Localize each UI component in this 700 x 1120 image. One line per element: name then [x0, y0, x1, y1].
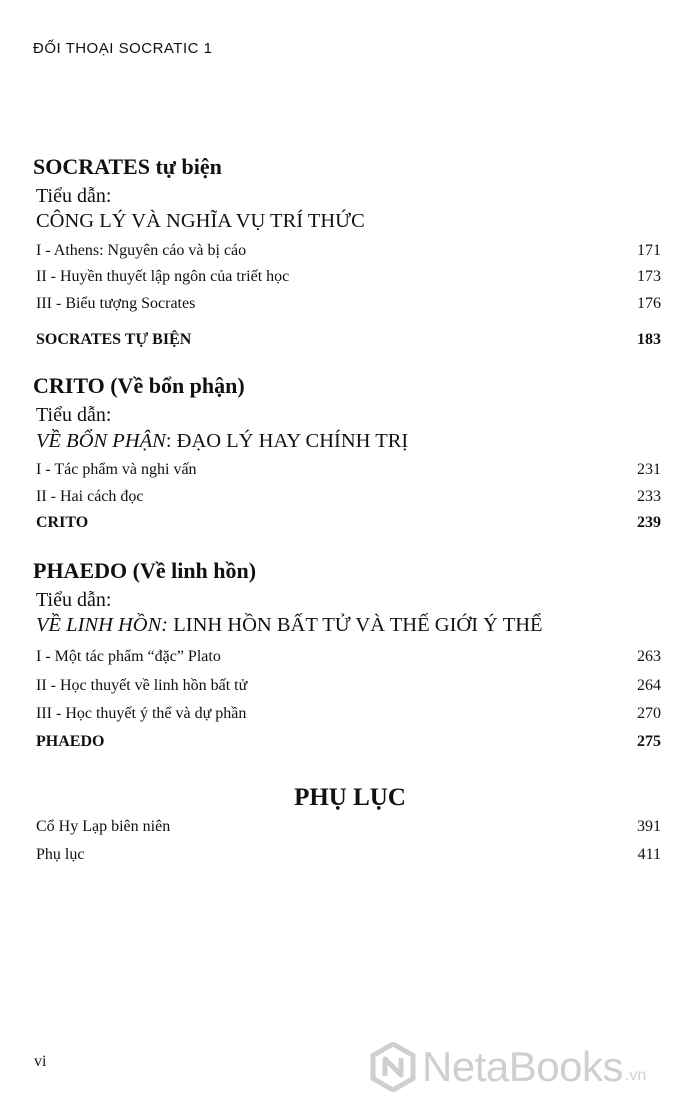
toc-entry[interactable]: [36, 488, 661, 506]
toc-main-entry[interactable]: [36, 733, 661, 751]
toc-entry-label: PHAEDO: [36, 733, 105, 750]
section-title: SOCRATES tự biện: [33, 154, 222, 179]
toc-entry-label: Phụ lục: [36, 846, 85, 863]
toc-entry[interactable]: [36, 268, 661, 286]
watermark-suffix: .vn: [624, 1067, 647, 1084]
section-title: CRITO (Về bổn phận): [33, 373, 245, 398]
toc-entry[interactable]: [36, 677, 661, 695]
toc-entry-page: 275: [637, 733, 661, 750]
toc-entry-page: 263: [637, 648, 661, 665]
toc-entry-label: III - Biểu tượng Socrates: [36, 295, 196, 312]
toc-entry-page: 233: [637, 488, 661, 505]
toc-entry-page: 239: [637, 514, 661, 531]
toc-entry-page: 173: [637, 268, 661, 285]
toc-entry-page: 171: [637, 242, 661, 259]
intro-label: Tiểu dẫn:: [36, 404, 112, 426]
intro-label: Tiểu dẫn:: [36, 185, 112, 207]
toc-entry-page: 231: [637, 461, 661, 478]
toc-entry-label: I - Tác phẩm và nghi vấn: [36, 461, 197, 478]
page-number: vi: [34, 1053, 47, 1070]
intro-title-italic: VỀ BỔN PHẬN: [36, 430, 166, 452]
intro-title-rest: CÔNG LÝ VÀ NGHĨA VỤ TRÍ THỨC: [36, 210, 365, 232]
toc-entry-label: II - Học thuyết về linh hồn bất tử: [36, 677, 248, 694]
running-header: ĐỐI THOẠI SOCRATIC 1: [33, 40, 213, 57]
toc-entry[interactable]: [36, 295, 661, 313]
toc-entry-label: I - Athens: Nguyên cáo và bị cáo: [36, 242, 247, 259]
toc-entry-label: III - Học thuyết ý thể và dự phần: [36, 705, 247, 722]
toc-entry-page: 391: [637, 818, 661, 835]
intro-title-italic: VỀ LINH HỒN:: [36, 614, 169, 636]
toc-entry-page: 270: [637, 705, 661, 722]
toc-entry[interactable]: [36, 846, 661, 864]
toc-entry-label: II - Hai cách đọc: [36, 488, 144, 505]
toc-entry-label: CRITO: [36, 514, 89, 531]
watermark: [370, 1042, 646, 1092]
toc-entry[interactable]: [36, 705, 661, 723]
intro-title-rest: LINH HỒN BẤT TỬ VÀ THẾ GIỚI Ý THỂ: [168, 614, 543, 636]
intro-title: [36, 430, 408, 453]
toc-entry[interactable]: [36, 818, 661, 836]
toc-entry-page: 411: [637, 846, 661, 863]
toc-entry[interactable]: [36, 242, 661, 260]
intro-title-rest: : ĐẠO LÝ HAY CHÍNH TRỊ: [165, 430, 409, 452]
toc-main-entry[interactable]: [36, 514, 661, 532]
intro-label: Tiểu dẫn:: [36, 589, 112, 611]
section-title: PHAEDO (Về linh hồn): [33, 558, 257, 583]
intro-title: [36, 614, 543, 637]
toc-entry-label: Cổ Hy Lạp biên niên: [36, 818, 171, 835]
toc-entry-page: 264: [637, 677, 661, 694]
toc-entry-page: 176: [637, 295, 661, 312]
toc-entry-page: 183: [637, 331, 661, 348]
toc-entry-label: I - Một tác phẩm “đặc” Plato: [36, 648, 221, 665]
toc-entry[interactable]: [36, 648, 661, 666]
appendix-title: PHỤ LỤC: [294, 784, 406, 811]
intro-title: [36, 210, 365, 233]
toc-main-entry[interactable]: [36, 331, 661, 349]
netabooks-logo-icon: [370, 1042, 416, 1092]
watermark-text: NetaBooks: [422, 1043, 623, 1090]
toc-entry[interactable]: [36, 461, 661, 479]
toc-entry-label: SOCRATES TỰ BIỆN: [36, 331, 192, 348]
toc-entry-label: II - Huyền thuyết lập ngôn của triết học: [36, 268, 290, 285]
